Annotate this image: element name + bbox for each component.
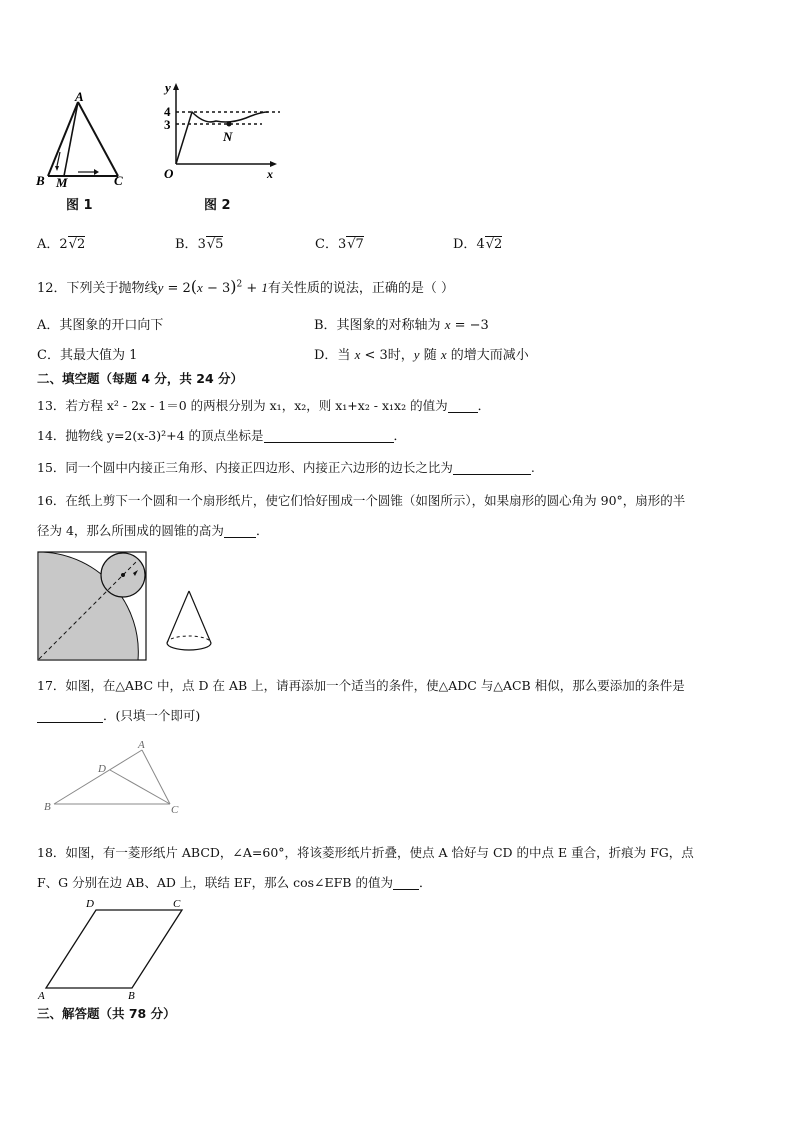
q12-option-a[interactable]: A．其图象的开口向下 [37, 318, 164, 333]
q17-figure-triangle [40, 734, 190, 818]
q12-option-b[interactable]: B．其图象的对称轴为 x = −3 [314, 317, 489, 333]
q18-figure-rhombus [36, 896, 196, 1002]
q18-label-B: B [128, 990, 135, 1002]
fig1-label-C: C [114, 173, 123, 188]
q14-answer-blank[interactable] [264, 428, 394, 443]
q13-answer-blank[interactable] [448, 398, 478, 413]
q11-option-b[interactable]: B．3√5 [175, 237, 224, 252]
q16-answer-blank[interactable] [224, 523, 256, 538]
q17-label-D: D [98, 763, 106, 775]
fig1-label-M: M [56, 175, 68, 190]
fig2-label-O: O [164, 166, 174, 181]
q18-answer-blank[interactable] [393, 875, 419, 890]
figure-2-graph [150, 80, 290, 192]
q18-label-D: D [86, 898, 94, 910]
fig2-tick-3: 3 [164, 117, 171, 132]
fig2-label-y: y [165, 80, 171, 95]
q18-label-C: C [173, 898, 181, 910]
fig1-label-A: A [75, 90, 84, 104]
fig1-label-B: B [36, 173, 45, 188]
q15-question: 15．同一个圆中内接正三角形、内接正四边形、内接正六边形的边长之比为 . [37, 460, 535, 475]
q16-line-1: 16．在纸上剪下一个圆和一个扇形纸片，使它们恰好围成一个圆锥（如图所示），如果扇形的圆心角为 90°，扇形的半 [37, 493, 686, 508]
section-2-heading: 二、填空题（每题 4 分，共 24 分） [37, 371, 244, 386]
fig2-tick-4: 4 [164, 104, 171, 119]
q15-answer-blank[interactable] [453, 460, 531, 475]
q11-option-d[interactable]: D．4√2 [453, 237, 503, 252]
q17-label-A: A [138, 739, 145, 751]
q16-figure-sector-cone [37, 551, 237, 663]
q18-label-A: A [38, 990, 45, 1002]
q17-label-C: C [171, 804, 179, 816]
fig2-label-N: N [223, 129, 233, 144]
q18-line-2: F、G 分别在边 AB、AD 上，联结 EF，那么 cos∠EFB 的值为 ． [37, 875, 432, 890]
q16-line-2: 径为 4，那么所围成的圆锥的高为 ． [37, 523, 269, 538]
q17-label-B: B [44, 801, 51, 813]
q14-question: 14．抛物线 y=2(x-3)²+4 的顶点坐标是 ． [37, 428, 407, 443]
q13-question: 13．若方程 x² - 2x - 1＝0 的两根分别为 x₁，x₂，则 x₁+x₂ - x₁x₂ 的值为 ． [37, 398, 491, 413]
q17-line-2: ．(只填一个即可) [37, 706, 200, 724]
q18-line-1: 18．如图，有一菱形纸片 ABCD，∠A=60°，将该菱形纸片折叠，使点 A 恰好与 CD 的中点 E 重合，折痕为 FG，点 [37, 845, 694, 860]
section-3-heading: 三、解答题（共 78 分） [37, 1006, 176, 1021]
figure-1-caption: 图 1 [66, 198, 93, 213]
q12-option-c[interactable]: C．其最大值为 1 [37, 348, 138, 363]
q11-option-c[interactable]: C．3√7 [315, 237, 364, 252]
q17-line-1: 17．如图，在△ABC 中，点 D 在 AB 上，请再添加一个适当的条件，使△ADC 与△ACB 相似，那么要添加的条件是 [37, 678, 685, 693]
figure-2-caption: 图 2 [204, 198, 231, 213]
q12-option-d[interactable]: D．当 x < 3时，y 随 x 的增大而减小 [314, 347, 529, 363]
fig2-label-x: x [267, 167, 273, 181]
q17-answer-blank[interactable] [37, 708, 103, 723]
q11-option-a[interactable]: A．2√2 [37, 237, 86, 252]
figure-1-triangle [30, 90, 130, 190]
q12-question: 12．下列关于抛物线$y = 2(x - 3)^2 + 1$有关性质的说法，正确的是（ ） [37, 277, 455, 296]
